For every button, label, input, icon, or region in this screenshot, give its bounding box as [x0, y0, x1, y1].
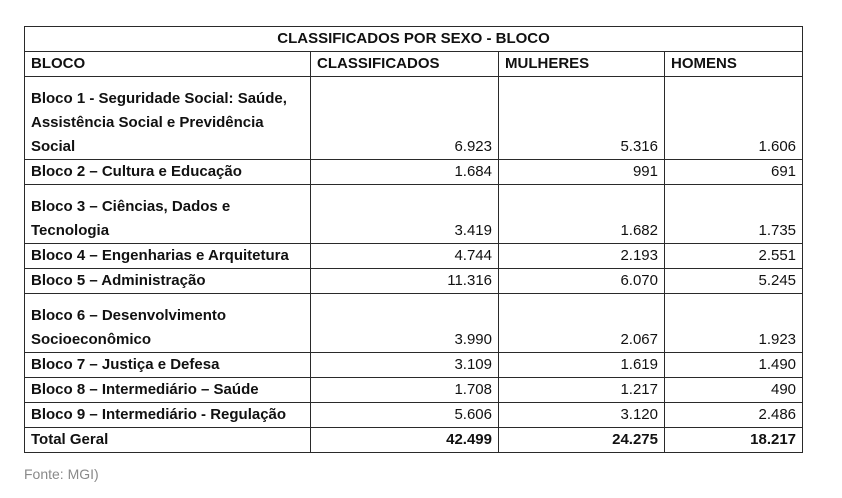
- table-row: [25, 269, 803, 294]
- bloco-name: Bloco 5 – Administração: [25, 269, 311, 294]
- table-row: [25, 160, 803, 185]
- mulheres-value: 3.120: [499, 403, 665, 428]
- mulheres-value: 1.217: [499, 378, 665, 403]
- classificados-value: 5.606: [311, 403, 499, 428]
- table-row: [25, 244, 803, 269]
- homens-value: 691: [665, 160, 803, 185]
- header-homens: HOMENS: [665, 52, 803, 77]
- total-classificados: 42.499: [311, 428, 499, 453]
- homens-value: 1.735: [665, 185, 803, 244]
- classificados-value: 3.109: [311, 353, 499, 378]
- table-row: [25, 294, 803, 353]
- source-footnote: Fonte: MGI): [24, 466, 99, 482]
- mulheres-value: 1.682: [499, 185, 665, 244]
- bloco-name: Bloco 9 – Intermediário - Regulação: [25, 403, 311, 428]
- total-mulheres: 24.275: [499, 428, 665, 453]
- table-row: [25, 353, 803, 378]
- table-row: [25, 77, 803, 160]
- classificados-value: 1.708: [311, 378, 499, 403]
- total-homens: 18.217: [665, 428, 803, 453]
- bloco-name: Bloco 2 – Cultura e Educação: [25, 160, 311, 185]
- homens-value: 490: [665, 378, 803, 403]
- bloco-name: Bloco 4 – Engenharias e Arquitetura: [25, 244, 311, 269]
- total-label: Total Geral: [25, 428, 311, 453]
- bloco-name: Bloco 3 – Ciências, Dados e Tecnologia: [25, 185, 311, 244]
- header-classificados: CLASSIFICADOS: [311, 52, 499, 77]
- classificados-value: 4.744: [311, 244, 499, 269]
- homens-value: 5.245: [665, 269, 803, 294]
- classificados-value: 1.684: [311, 160, 499, 185]
- table-row: [25, 378, 803, 403]
- bloco-name: Bloco 6 – Desenvolvimento Socioeconômico: [25, 294, 311, 353]
- bloco-name: Bloco 7 – Justiça e Defesa: [25, 353, 311, 378]
- mulheres-value: 991: [499, 160, 665, 185]
- table-title: CLASSIFICADOS POR SEXO - BLOCO: [25, 27, 803, 52]
- classificados-value: 6.923: [311, 77, 499, 160]
- homens-value: 1.490: [665, 353, 803, 378]
- table-row: [25, 403, 803, 428]
- classificados-value: 3.990: [311, 294, 499, 353]
- header-bloco: BLOCO: [25, 52, 311, 77]
- bloco-name: Bloco 1 - Seguridade Social: Saúde, Assistência Social e Previdência Social: [25, 77, 311, 160]
- mulheres-value: 6.070: [499, 269, 665, 294]
- classificados-value: 3.419: [311, 185, 499, 244]
- total-row: [25, 428, 803, 453]
- bloco-name: Bloco 8 – Intermediário – Saúde: [25, 378, 311, 403]
- homens-value: 1.923: [665, 294, 803, 353]
- mulheres-value: 5.316: [499, 77, 665, 160]
- classified-by-sex-table: [24, 26, 803, 453]
- homens-value: 2.551: [665, 244, 803, 269]
- homens-value: 2.486: [665, 403, 803, 428]
- table-row: [25, 185, 803, 244]
- header-mulheres: MULHERES: [499, 52, 665, 77]
- mulheres-value: 1.619: [499, 353, 665, 378]
- mulheres-value: 2.067: [499, 294, 665, 353]
- mulheres-value: 2.193: [499, 244, 665, 269]
- homens-value: 1.606: [665, 77, 803, 160]
- classificados-value: 11.316: [311, 269, 499, 294]
